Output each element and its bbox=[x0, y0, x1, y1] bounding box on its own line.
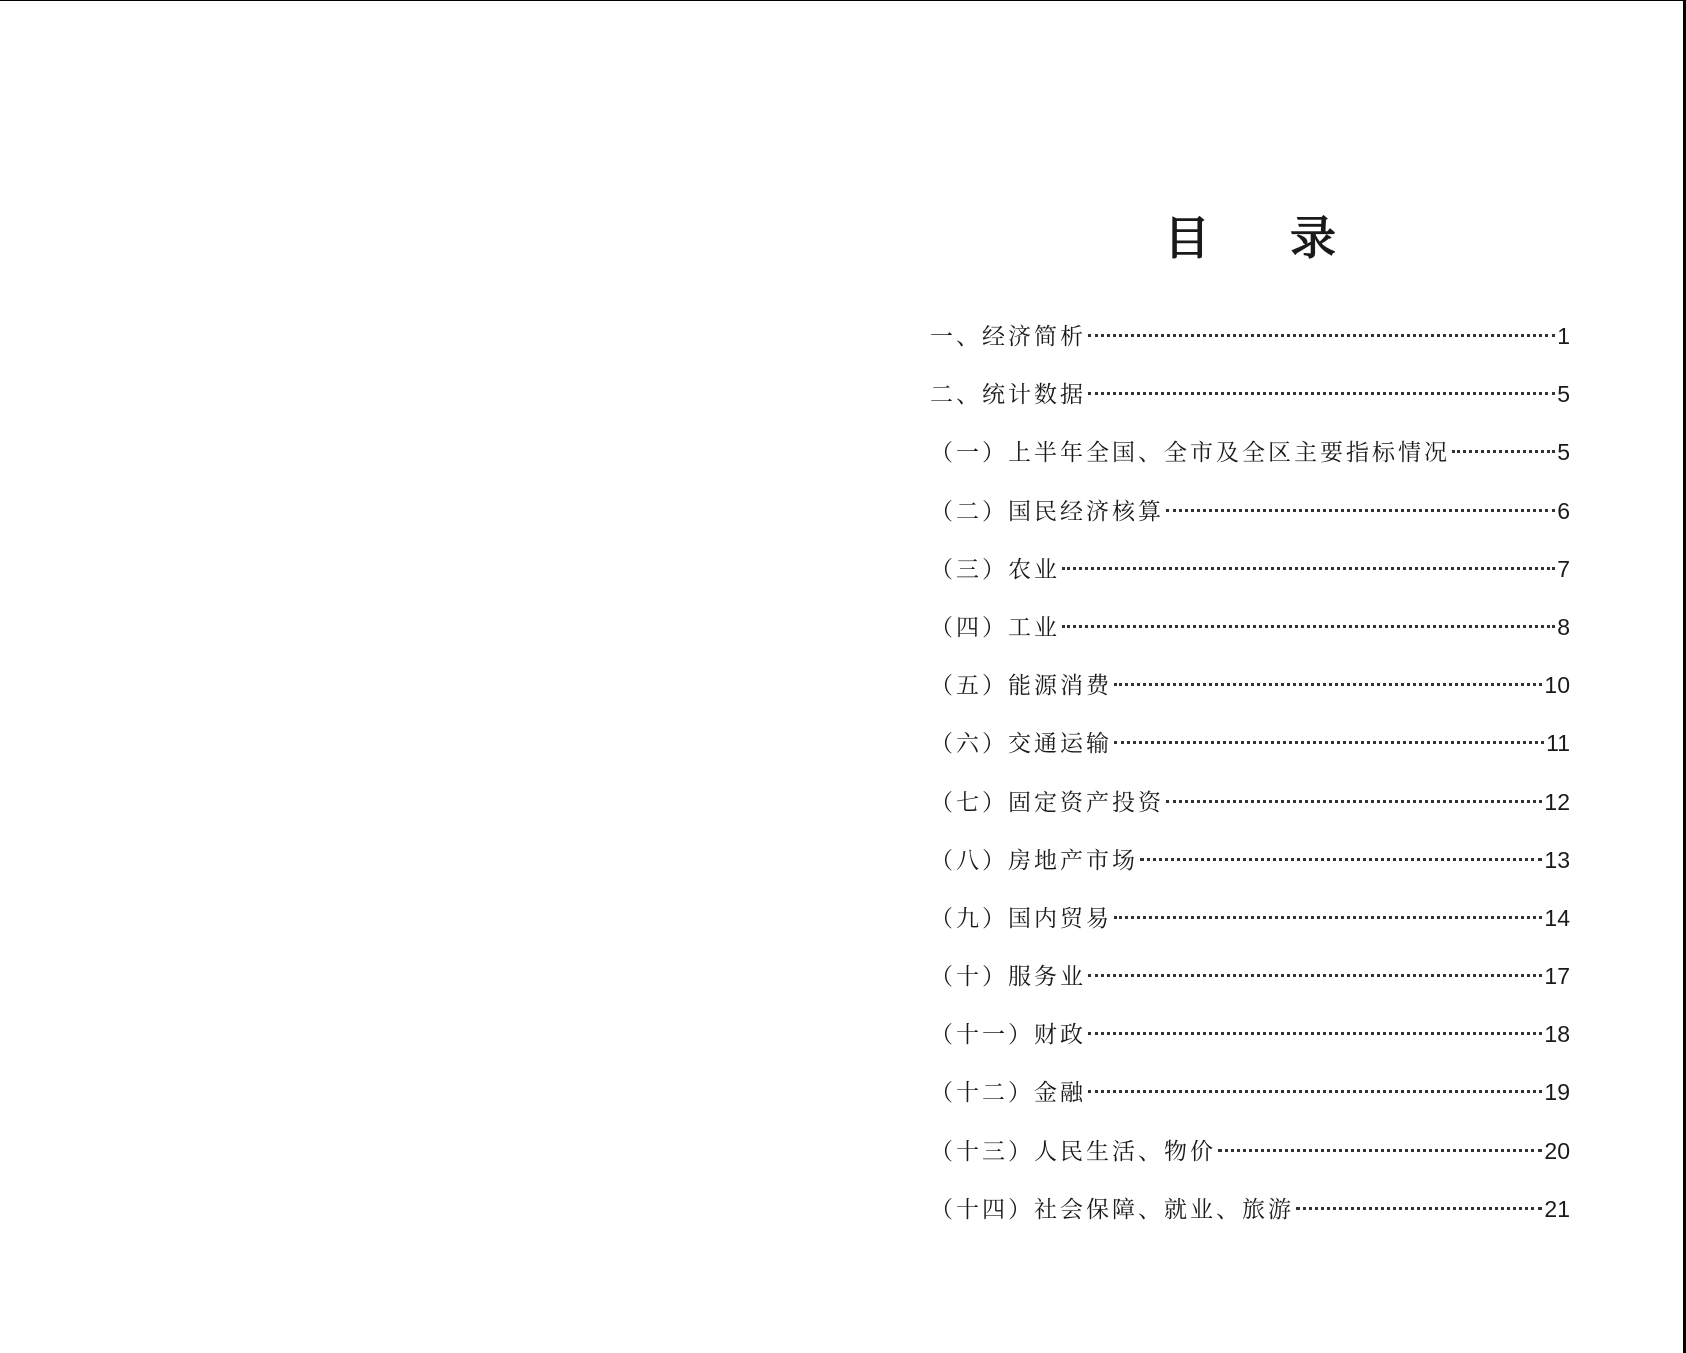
toc-title-char-2: 录 bbox=[1290, 211, 1336, 265]
toc-entry-page-number: 12 bbox=[1544, 788, 1570, 815]
toc-entry-label: （八）房地产市场 bbox=[930, 847, 1138, 874]
toc-entry-label: （七）固定资产投资 bbox=[930, 789, 1164, 816]
toc-leader-dots bbox=[1166, 800, 1542, 803]
toc-leader-dots bbox=[1062, 625, 1555, 628]
toc-entry-page-number: 14 bbox=[1544, 904, 1570, 931]
toc-leader-dots bbox=[1114, 741, 1544, 744]
toc-entry-label: 一、经济简析 bbox=[930, 324, 1086, 350]
toc-leader-dots bbox=[1088, 1032, 1542, 1035]
toc-entry-label: （一）上半年全国、全市及全区主要指标情况 bbox=[930, 440, 1450, 467]
toc-leader-dots bbox=[1166, 509, 1555, 512]
toc-entry[interactable] bbox=[930, 609, 1570, 667]
toc-entry[interactable] bbox=[930, 551, 1570, 609]
toc-entry[interactable] bbox=[930, 725, 1570, 783]
toc-leader-dots bbox=[1114, 916, 1542, 919]
toc-entry-label: （二）国民经济核算 bbox=[930, 498, 1164, 525]
toc-entry[interactable] bbox=[930, 1016, 1570, 1074]
toc-leader-dots bbox=[1452, 450, 1555, 453]
toc-entry-label: 二、统计数据 bbox=[930, 382, 1086, 409]
toc-entry-page-number: 5 bbox=[1557, 439, 1570, 466]
toc-entry[interactable] bbox=[930, 958, 1570, 1016]
toc-entry-page-number: 7 bbox=[1557, 555, 1570, 582]
toc-leader-dots bbox=[1140, 858, 1542, 861]
toc-entry-page-number: 5 bbox=[1557, 381, 1570, 408]
toc-entry-page-number: 19 bbox=[1544, 1079, 1570, 1106]
toc-entry-page-number: 8 bbox=[1557, 613, 1570, 640]
blank-left-page bbox=[0, 0, 840, 1353]
toc-entry-page-number: 10 bbox=[1544, 672, 1570, 699]
toc-leader-dots bbox=[1218, 1149, 1542, 1152]
toc-entry-label: （六）交通运输 bbox=[930, 731, 1112, 758]
toc-leader-dots bbox=[1088, 1090, 1542, 1093]
toc-entry[interactable] bbox=[930, 1074, 1570, 1132]
toc-title bbox=[930, 208, 1570, 268]
toc-entry-label: （十）服务业 bbox=[930, 964, 1086, 991]
toc-entry-label: （十四）社会保障、就业、旅游 bbox=[930, 1196, 1294, 1223]
toc-entry-label: （九）国内贸易 bbox=[930, 905, 1112, 932]
toc-entry[interactable] bbox=[930, 842, 1570, 900]
toc-entry[interactable] bbox=[930, 493, 1570, 551]
toc-leader-dots bbox=[1114, 683, 1542, 686]
toc-entry[interactable] bbox=[930, 667, 1570, 725]
toc-title-char-1: 目 bbox=[1164, 211, 1210, 265]
toc-entry[interactable] bbox=[930, 1191, 1570, 1249]
toc-entry[interactable] bbox=[930, 784, 1570, 842]
toc-entry-page-number: 11 bbox=[1546, 730, 1570, 757]
toc-entry[interactable] bbox=[930, 900, 1570, 958]
toc-entry[interactable] bbox=[930, 376, 1570, 434]
toc-entry-page-number: 20 bbox=[1544, 1137, 1570, 1164]
toc-entry[interactable] bbox=[930, 1133, 1570, 1191]
toc-entry-page-number: 21 bbox=[1544, 1195, 1570, 1222]
toc-leader-dots bbox=[1062, 567, 1555, 570]
toc-entry-label: （四）工业 bbox=[930, 614, 1060, 641]
toc-leader-dots bbox=[1088, 334, 1555, 337]
toc-entry[interactable] bbox=[930, 318, 1570, 376]
toc-entry-page-number: 17 bbox=[1544, 963, 1570, 990]
toc-leader-dots bbox=[1296, 1207, 1542, 1210]
toc-entry-label: （十三）人民生活、物价 bbox=[930, 1138, 1216, 1165]
toc-entry-page-number: 6 bbox=[1557, 497, 1570, 524]
toc-entry[interactable] bbox=[930, 434, 1570, 492]
toc-entry-label: （十二）金融 bbox=[930, 1080, 1086, 1107]
toc-entry-page-number: 18 bbox=[1544, 1021, 1570, 1048]
toc-leader-dots bbox=[1088, 974, 1542, 977]
toc-leader-dots bbox=[1088, 392, 1555, 395]
toc-entry-page-number: 1 bbox=[1557, 323, 1570, 349]
toc-entry-label: （三）农业 bbox=[930, 556, 1060, 583]
table-of-contents bbox=[930, 0, 1570, 1353]
toc-entry-label: （五）能源消费 bbox=[930, 673, 1112, 700]
toc-list bbox=[930, 318, 1570, 1249]
toc-entry-page-number: 13 bbox=[1544, 846, 1570, 873]
toc-entry-label: （十一）财政 bbox=[930, 1022, 1086, 1049]
